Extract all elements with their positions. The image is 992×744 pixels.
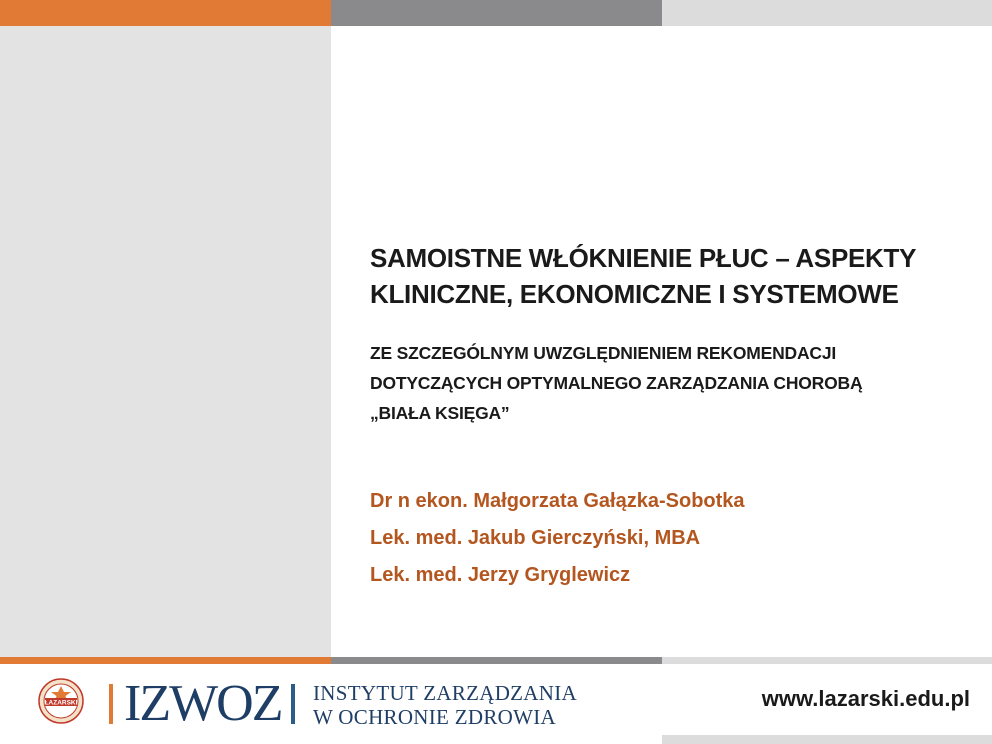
website-url: www.lazarski.edu.pl: [761, 686, 970, 711]
subtitle-line-1: ZE SZCZEGÓLNYM UWZGLĘDNIENIEM REKOMENDACJI: [370, 343, 837, 363]
bottom-strip-light-gray: [662, 657, 992, 664]
logo-divider-orange: [109, 684, 113, 724]
bottom-strip-orange: [0, 657, 331, 664]
slide-title: [370, 240, 970, 312]
author-1: Dr n ekon. Małgorzata Gałązka-Sobotka: [370, 490, 745, 512]
logo-divider-blue: [291, 684, 295, 724]
izwoz-brand-logo: IZWOZ: [124, 675, 282, 732]
slide-subtitle: [370, 338, 970, 428]
subtitle-line-2: DOTYCZĄCYCH OPTYMALNEGO ZARZĄDZANIA CHOROBĄ: [370, 373, 863, 393]
footer-bar-light-gray: [662, 735, 992, 744]
author-list: [370, 483, 970, 594]
subtitle-line-3: „BIAŁA KSIĘGA”: [370, 403, 510, 423]
title-line-2: KLINICZNE, EKONOMICZNE I SYSTEMOWE: [370, 279, 899, 309]
bottom-strip-dark-gray: [331, 657, 662, 664]
top-bar-orange: [0, 0, 331, 26]
author-2: Lek. med. Jakub Gierczyński, MBA: [370, 527, 701, 549]
author-3: Lek. med. Jerzy Gryglewicz: [370, 564, 631, 586]
svg-text:ŁAZARSKI: ŁAZARSKI: [44, 699, 78, 707]
title-line-1: SAMOISTNE WŁÓKNIENIE PŁUC – ASPEKTY: [370, 243, 917, 273]
top-bar-dark-gray: [331, 0, 662, 26]
left-gray-panel: [0, 26, 331, 657]
top-bar-light-gray: [662, 0, 992, 26]
institute-line-2: W OCHRONIE ZDROWIA: [313, 705, 556, 729]
institute-name: [313, 681, 577, 729]
lazarski-seal-logo: [38, 678, 84, 724]
institute-line-1: INSTYTUT ZARZĄDZANIA: [313, 681, 577, 705]
